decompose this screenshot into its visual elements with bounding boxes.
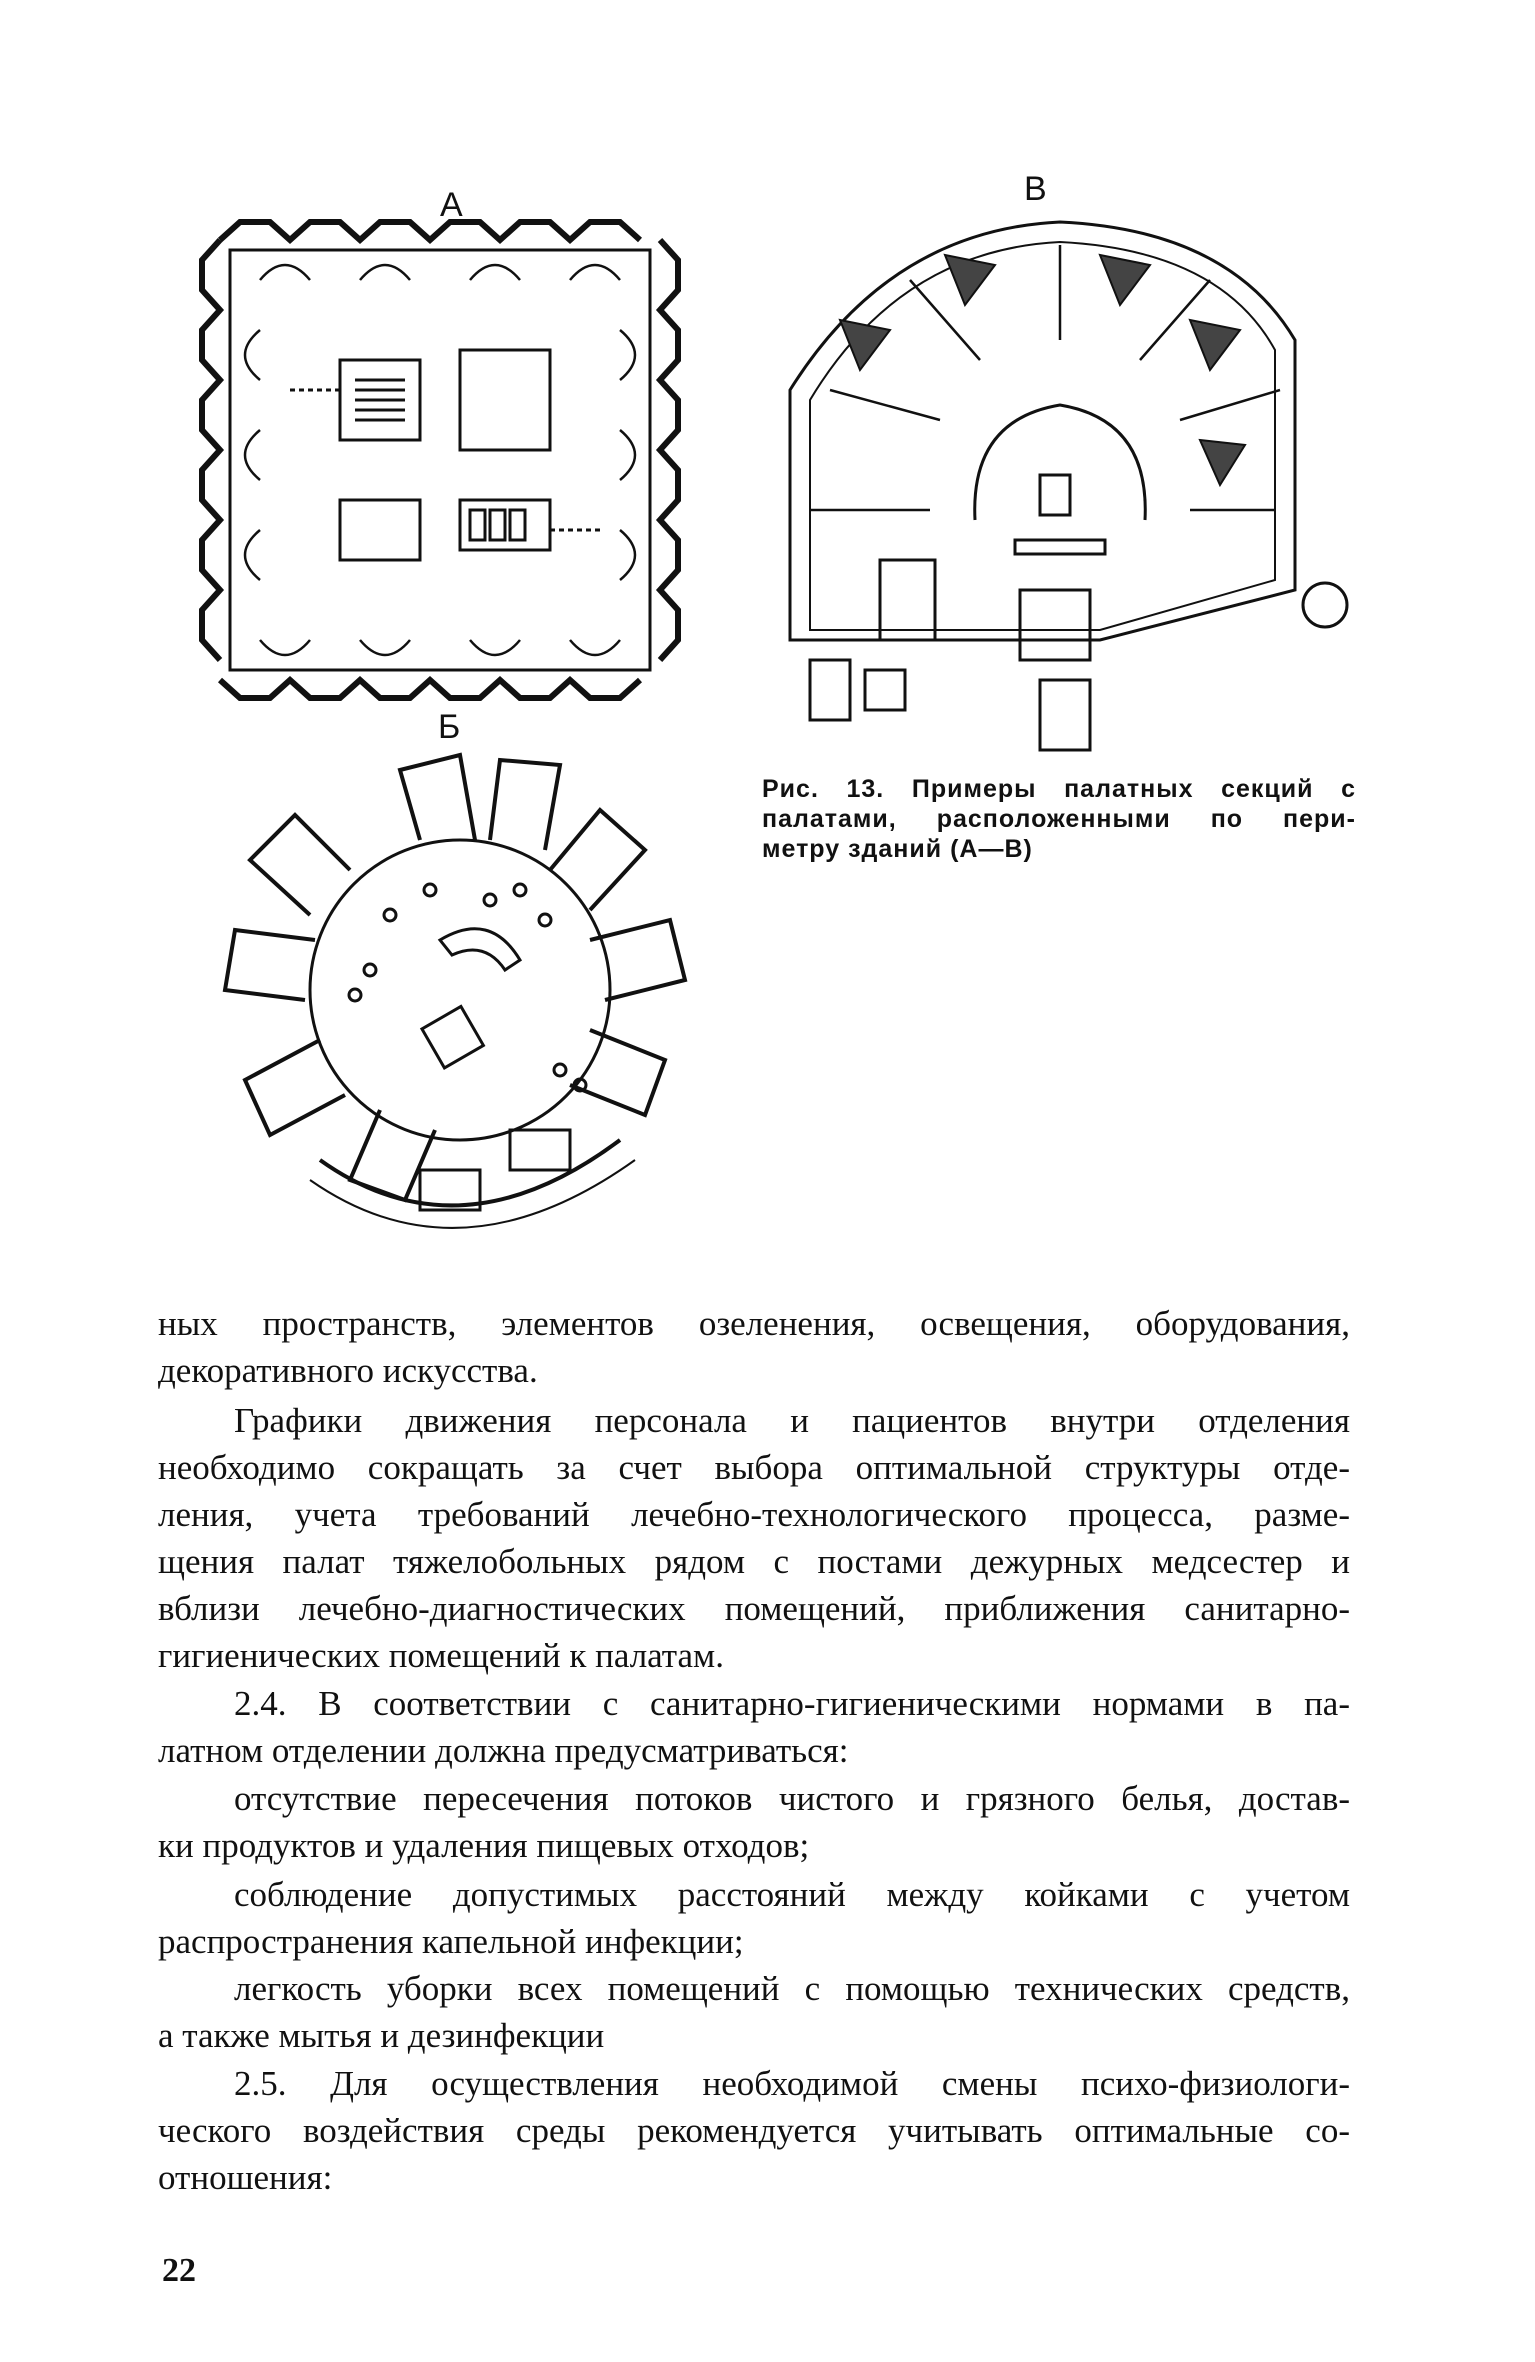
caption-line: метру зданий (А—В) — [762, 835, 1033, 863]
plan-a-hexagon-rooms — [202, 222, 678, 698]
text-line: ки продуктов и удаления пищевых отходов; — [158, 1826, 810, 1865]
text-line: ческого воздействия среды рекомендуется учитывать оптимальные со- — [158, 2111, 1350, 2150]
paragraph-continuation — [158, 1300, 1350, 1394]
plan-v-radial-walls — [810, 245, 1280, 510]
plan-b-circular — [190, 740, 730, 1280]
list-item-distances — [158, 1871, 1350, 1965]
plan-v-beds-hatched — [840, 255, 1245, 485]
plan-b-wings — [225, 755, 685, 1200]
text-line: декоративного искусства. — [158, 1351, 538, 1390]
text-line: 2.4. В соответствии с санитарно-гигиеническими нормами в па- — [234, 1684, 1350, 1723]
figure-label-v: В — [1024, 170, 1047, 208]
figure-label-a: А — [440, 186, 463, 224]
text-line: гигиенических помещений к палатам. — [158, 1636, 724, 1675]
text-line: необходимо сокращать за счет выбора оптимальной структуры отде- — [158, 1448, 1350, 1487]
text-line: а также мытья и дезинфекции — [158, 2016, 605, 2055]
text-line: латном отделении должна предусматриваться: — [158, 1731, 849, 1770]
page-number: 22 — [162, 2252, 196, 2289]
plan-a-inner-cells — [245, 265, 635, 655]
text-line: соблюдение допустимых расстояний между койками с учетом — [234, 1875, 1350, 1914]
plan-a-square — [190, 210, 690, 710]
text-line: 2.5. Для осуществления необходимой смены психо-физиологи- — [234, 2064, 1350, 2103]
caption-line: палатами, расположенными по пери- — [762, 805, 1356, 833]
text-line: вблизи лечебно-диагностических помещений, приближения санитарно- — [158, 1589, 1350, 1628]
text-line: щения палат тяжелобольных рядом с постами дежурных медсестер и — [158, 1542, 1350, 1581]
figure-caption — [762, 774, 1356, 864]
caption-line: Рис. 13. Примеры палатных секций с — [762, 775, 1356, 803]
plan-a-perimeter — [230, 250, 650, 670]
text-line: отсутствие пересечения потоков чистого и грязного белья, достав- — [234, 1779, 1350, 1818]
figure-label-b: Б — [438, 708, 461, 746]
plan-v-center — [810, 405, 1145, 750]
plan-v-semicircle — [770, 210, 1350, 770]
plan-a-core — [290, 350, 600, 560]
paragraph-movement — [158, 1397, 1350, 1679]
text-line: отношения: — [158, 2158, 333, 2197]
paragraph-2-4 — [158, 1680, 1350, 1774]
paragraph-2-5 — [158, 2060, 1350, 2201]
plan-b-center — [349, 884, 586, 1210]
text-line: распространения капельной инфекции; — [158, 1922, 744, 1961]
plan-v-outer-wall — [790, 222, 1347, 640]
text-line: ления, учета требований лечебно-технологического процесса, разме- — [158, 1495, 1350, 1534]
text-line: легкость уборки всех помещений с помощью технических средств, — [234, 1969, 1350, 2008]
text-line: Графики движения персонала и пациентов внутри отделения — [234, 1401, 1350, 1440]
text-line: ных пространств, элементов озеленения, освещения, оборудования, — [158, 1304, 1350, 1343]
list-item-linen — [158, 1775, 1350, 1869]
list-item-cleaning — [158, 1965, 1350, 2059]
